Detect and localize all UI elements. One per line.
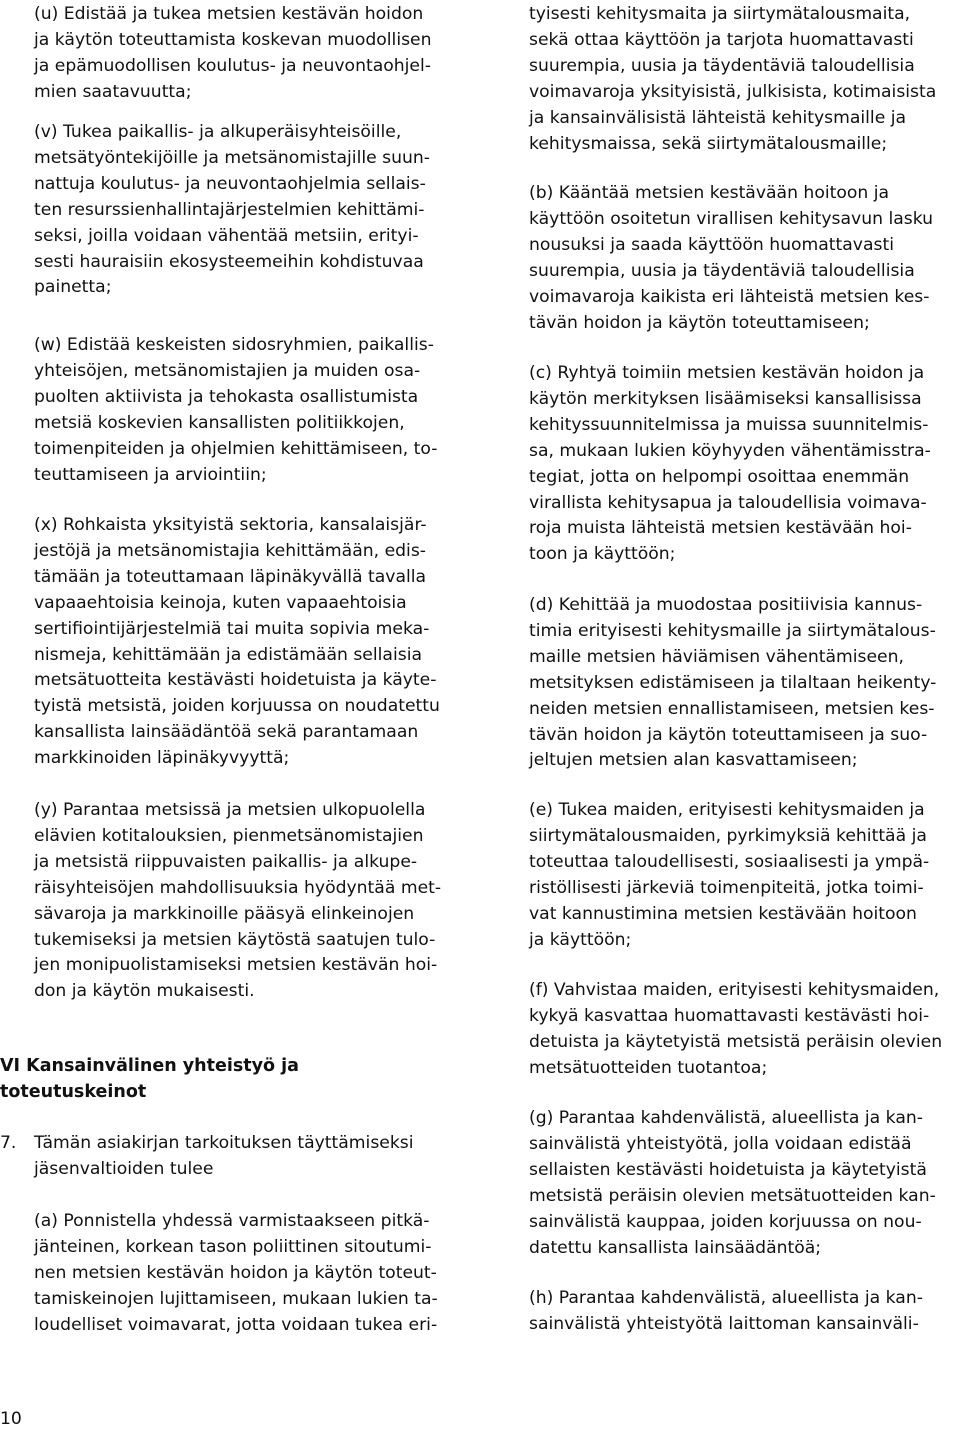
paragraph-a: (a) Ponnistella yhdessä varmistaakseen pitkä- jänteinen, korkean tason poliittinen sitoutumi- nen metsien kestävän hoidon ja käytön toteut- tamiskeinojen lujittamiseen, mukaan lukien ta- loudelliset voimavarat, jotta voidaan tukea eri- bbox=[34, 1211, 438, 1335]
paragraph-y: (y) Parantaa metsissä ja metsien ulkopuolella elävien kotitalouksien, pienmetsänomistajien ja metsistä riippuvaisten paikallis- ja alkupe- räisyhteisöjen mahdollisuuksia hyödyntää met- sävaroja ja markkinoille pääsyä elinkeinojen tukemiseksi ja metsien käytöstä saatujen tulo- jen monipuolistamiseksi metsien kestävän hoi- don ja käytön mukaisesti. bbox=[34, 800, 442, 1002]
paragraph-d: (d) Kehittää ja muodostaa positiivisia kannus- timia erityisesti kehitysmaille ja siirtymätalous- maille metsien häviämisen vähentämiseen, metsityksen edistämiseen ja tilaltaan heikenty- neiden metsien ennallistamiseen, metsien kes- tävän hoidon ja käytön toteuttamiseen ja suo- jeltujen metsien alan kasvattamiseen; bbox=[529, 595, 937, 771]
paragraph-g: (g) Parantaa kahdenvälistä, alueellista ja kan- sainvälistä yhteistyötä, jolla voidaan edistää sellaisten kestävästi hoidetuista ja käytetyistä metsistä peräisin olevien metsätuotteiden kan- sainvälistä kauppaa, joiden korjuussa on nou- datettu kansallista lainsäädäntöä; bbox=[529, 1108, 936, 1258]
paragraph-c: (c) Ryhtyä toimiin metsien kestävän hoidon ja käytön merkityksen lisäämiseksi kansallisissa kehityssuunnitelmissa ja muissa suunnitelmis- sa, mukaan lukien köyhyyden vähentämisstra- tegiat, jotta on helpompi osoittaa enemmän virallista kehitysapua ja taloudellisia voimava- roja muista lähteistä metsien kestävään hoi- toon ja käyttöön; bbox=[529, 363, 931, 565]
paragraph-h: (h) Parantaa kahdenvälistä, alueellista ja kan- sainvälistä yhteistyötä laittoman kansainväli- bbox=[529, 1288, 923, 1334]
numbered-item-7 bbox=[0, 1131, 459, 1183]
paragraph-w: (w) Edistää keskeisten sidosryhmien, paikallis- yhteisöjen, metsänomistajien ja muiden osa- puolten aktiivista ja tehokasta osallistumista metsiä koskevien kansallisten politiikkojen, toimenpiteiden ja ohjelmien kehittämiseen, to- teuttamiseen ja arviointiin; bbox=[34, 335, 438, 485]
paragraph-u: (u) Edistää ja tukea metsien kestävän hoidon ja käytön toteuttamista koskevan muodollisen ja epämuodollisen koulutus- ja neuvontaohjel- mien saatavuutta; bbox=[34, 4, 432, 102]
paragraph-b: (b) Kääntää metsien kestävään hoitoon ja käyttöön osoitetun virallisen kehitysavun lasku nousuksi ja saada käyttöön huomattavasti suurempia, uusia ja täydentäviä taloudellisia voimavaroja kaikista eri lähteistä metsien kes- tävän hoidon ja käytön toteuttamiseen; bbox=[529, 183, 934, 333]
item-number: 7. bbox=[0, 1133, 17, 1153]
paragraph-f: (f) Vahvistaa maiden, erityisesti kehitysmaiden, kykyä kasvattaa huomattavasti kestävästi hoi- detuista ja käytetyistä metsistä peräisin olevien metsätuotteiden tuotantoa; bbox=[529, 980, 943, 1078]
paragraph-v: (v) Tukea paikallis- ja alkuperäisyhteisöille, metsätyöntekijöille ja metsänomistajille suun- nattuja koulutus- ja neuvontaohjelmia sellais- ten resurssienhallintajärjestelmien kehittämi- seksi, joilla voidaan vähentää metsiin, erityi- sesti hauraisiin ekosysteemeihin kohdistuvaa painetta; bbox=[34, 122, 431, 298]
item-text: Tämän asiakirjan tarkoituksen täyttämiseksi jäsenvaltioiden tulee bbox=[34, 1133, 414, 1179]
page-number: 10 bbox=[0, 1409, 22, 1429]
section-heading: VI Kansainvälinen yhteistyö ja toteutuskeinot bbox=[0, 1056, 299, 1102]
paragraph-e: (e) Tukea maiden, erityisesti kehitysmaiden ja siirtymätalousmaiden, pyrkimyksiä kehittää ja toteuttaa taloudellisesti, sosiaalisesti ja ympä- ristöllisesti järkeviä toimenpiteitä, jotka toimi- vat kannustimina metsien kestävään hoitoon ja käyttöön; bbox=[529, 800, 930, 950]
paragraph-a-continued: tyisesti kehitysmaita ja siirtymätalousmaita, sekä ottaa käyttöön ja tarjota huomattavasti suurempia, uusia ja täydentäviä taloudellisia voimavaroja yksityisistä, julkisista, kotimaisista ja kansainvälisistä lähteistä kehitysmaille ja kehitysmaissa, sekä siirtymätalousmaille; bbox=[529, 4, 937, 154]
paragraph-x: (x) Rohkaista yksityistä sektoria, kansalaisjär- jestöjä ja metsänomistajia kehittämään, edis- tämään ja toteuttamaan läpinäkyvällä tavalla vapaaehtoisia keinoja, kuten vapaaehtoisia sertifiointijärjestelmiä tai muita sopivia meka- nismeja, kehittämään ja edistämään sellaisia metsätuotteita kestävästi hoidetuista ja käyte- tyistä metsistä, joiden korjuussa on noudatettu kansallista lainsäädäntöä sekä parantamaan markkinoiden läpinäkyvyyttä; bbox=[34, 515, 440, 769]
